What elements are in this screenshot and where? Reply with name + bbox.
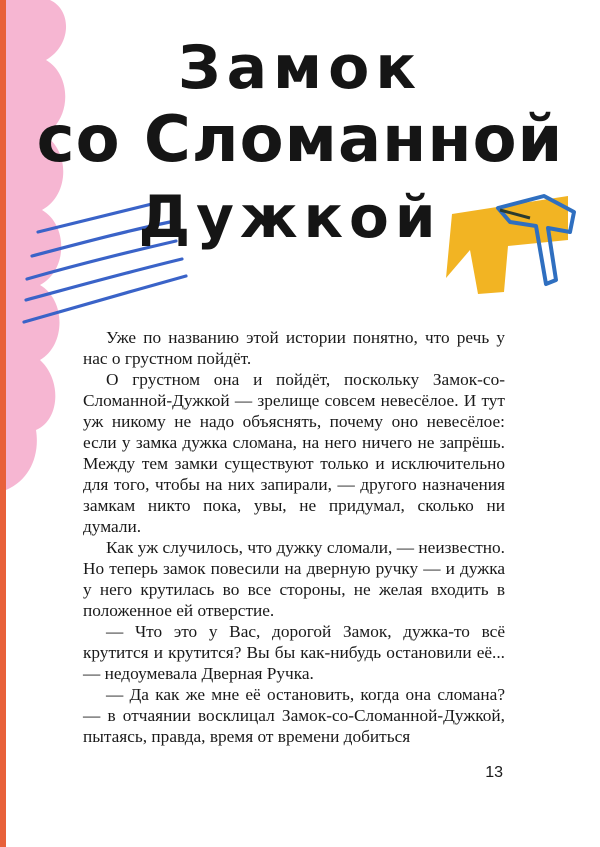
paragraph: О грустном она и пойдёт, поскольку Замок-со-Сломанной-Дужкой — зрелище совсем невесёлое. И тут уж никому не надо объяснять, почему оно невесёлое: если у замка дужка сломана, на него ничего не запрёшь. Между тем замки существуют только и исключительно для того, чтобы на них запирали, — другого назначения замкам никто пока, увы, не придумал, сколько ни думали. (83, 370, 505, 536)
story-text (83, 327, 505, 747)
title-line-3: Дужкой (138, 183, 442, 251)
paragraph: Уже по названию этой истории понятно, что речь у нас о грустном пойдёт. (83, 328, 505, 368)
title-line-1: Замок (177, 33, 423, 103)
paragraph: — Что это у Вас, дорогой Замок, дужка-то всё крутится и крутится? Вы бы как-нибудь остановили её... — недоумевала Дверная Ручка. (83, 622, 505, 683)
paragraph: — Да как же мне её остановить, когда она сломана? — в отчаянии восклицал Замок-со-Сломанной-Дужкой, пытаясь, правда, время от времени добиться (83, 685, 505, 746)
title-line-2: со Сломанной (36, 103, 564, 177)
page-number: 13 (485, 764, 503, 781)
paragraph: Как уж случилось, что дужку сломали, — неизвестно. Но теперь замок повесили на дверную ручку — и дужка у него крутилась во все стороны, не желая входить в положенное ей отверстие. (83, 538, 505, 620)
